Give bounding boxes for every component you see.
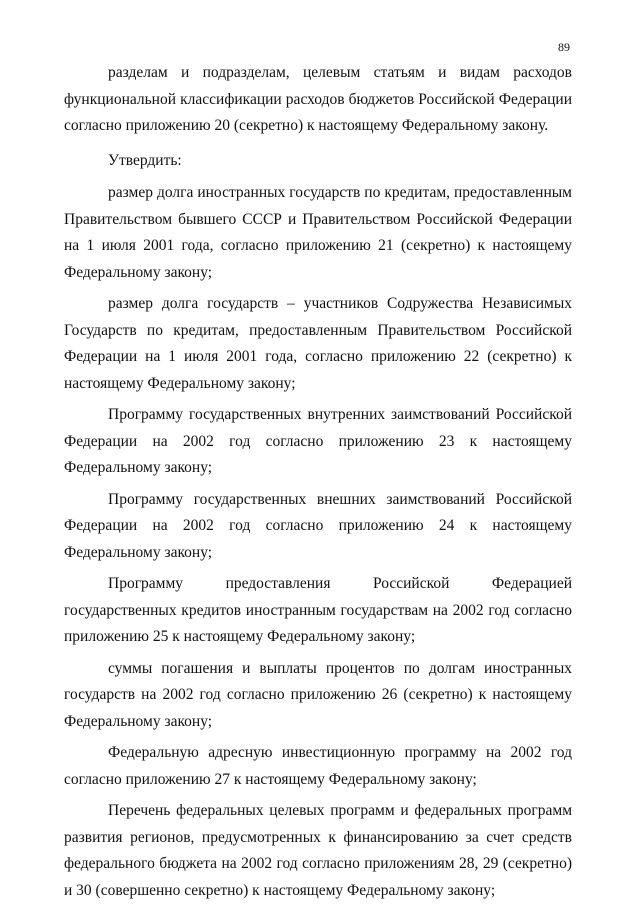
paragraph-classification: разделам и подразделам, целевым статьям и видам расходов функциональной классификации расходов бюджетов Российской Федерации согласно приложению 20 (секретно) к настоящему Федеральному закону. (64, 64, 572, 134)
paragraph-external-borrowing: Программу государственных внешних заимствований Российской Федерации на 2002 год согласно приложению 24 к настоящему Федеральному закону; (64, 490, 572, 561)
paragraph-cis-debt: размер долга государств – участников Содружества Независимых Государств по кредитам, предоставленным Правительством Российской Федерации на 1 июля 2001 года, согласно приложению 22 (секретно) к настоящему Федеральному закону; (64, 295, 572, 392)
paragraph-debt-repayment: суммы погашения и выплаты процентов по долгам иностранных государств на 2002 год согласно приложению 26 (секретно) к настоящему Федеральному закону; (64, 659, 572, 730)
page-number: 89 (558, 40, 570, 54)
document-body (64, 60, 572, 909)
paragraph-target-programs: Перечень федеральных целевых программ и федеральных программ развития регионов, предусмотренных к финансированию за счет средств федерального бюджета на 2002 год согласно приложениям 28, 29 (секретно) и 30 (совершенно секретно) к настоящему Федеральному закону; (64, 802, 572, 899)
paragraph-foreign-debt: размер долга иностранных государств по кредитам, предоставленным Правительством бывшего СССР и Правительством Российской Федерации на 1 июля 2001 года, согласно приложению 21 (секретно) к настоящему Федеральному закону; (64, 184, 572, 281)
paragraph-state-credits: Программу предоставления Российской Федерацией государственных кредитов иностранным государствам на 2002 год согласно приложению 25 к настоящему Федеральному закону; (64, 575, 572, 645)
paragraph-investment-program: Федеральную адресную инвестиционную программу на 2002 год согласно приложению 27 к настоящему Федеральному закону; (64, 744, 572, 788)
paragraph-internal-borrowing: Программу государственных внутренних заимствований Российской Федерации на 2002 год согласно приложению 23 к настоящему Федеральному закону; (64, 406, 572, 476)
approve-heading: Утвердить: (108, 151, 182, 169)
